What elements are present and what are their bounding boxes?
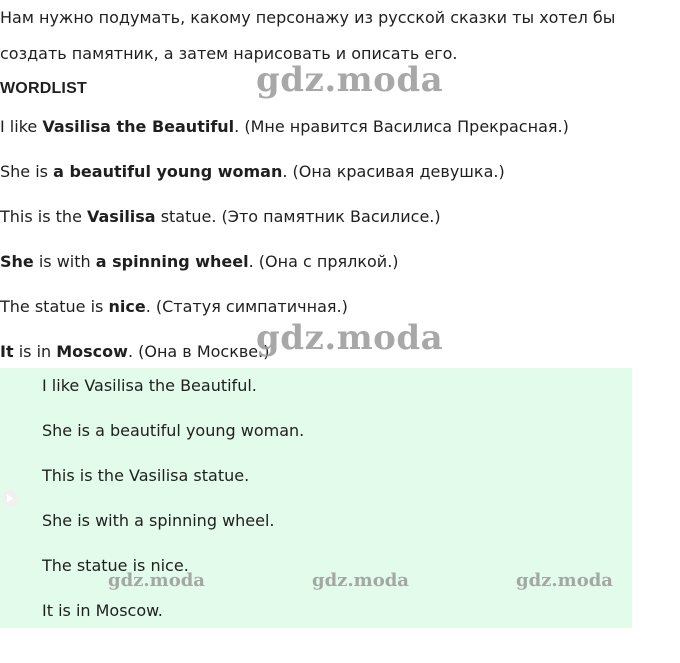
intro-line-2: создать памятник, а затем нарисовать и описать его. [0, 44, 458, 63]
sentence-3: This is the Vasilisa statue. (Это памятник Василисе.) [0, 207, 441, 226]
intro-line-1: Нам нужно подумать, какому персонажу из русской сказки ты хотел бы [0, 8, 616, 27]
watermark: gdz.moda [256, 318, 444, 358]
answer-line-1: I like Vasilisa the Beautiful. [42, 376, 257, 395]
sentence-4: She is with a spinning wheel. (Она с прялкой.) [0, 252, 399, 271]
watermark: gdz.moda [256, 60, 444, 100]
wordlist-heading: WORDLIST [0, 80, 87, 97]
answer-line-5: The statue is nice. [42, 556, 189, 575]
answer-line-2: She is a beautiful young woman. [42, 421, 305, 440]
answer-line-4: She is with a spinning wheel. [42, 511, 275, 530]
answer-line-6: It is in Moscow. [42, 601, 163, 620]
watermark: gdz.moda [516, 570, 613, 591]
sentence-2: She is a beautiful young woman. (Она красивая девушка.) [0, 162, 505, 181]
play-icon [6, 494, 14, 503]
watermark: gdz.moda [108, 570, 205, 591]
sentence-1: I like Vasilisa the Beautiful. (Мне нравится Василиса Прекрасная.) [0, 117, 569, 136]
answer-line-3: This is the Vasilisa statue. [42, 466, 250, 485]
sentence-5: The statue is nice. (Статуя симпатичная.) [0, 297, 348, 316]
sentence-6: It is in Moscow. (Она в Москве.) [0, 342, 270, 361]
watermark: gdz.moda [312, 570, 409, 591]
audio-play-button[interactable] [2, 490, 18, 506]
